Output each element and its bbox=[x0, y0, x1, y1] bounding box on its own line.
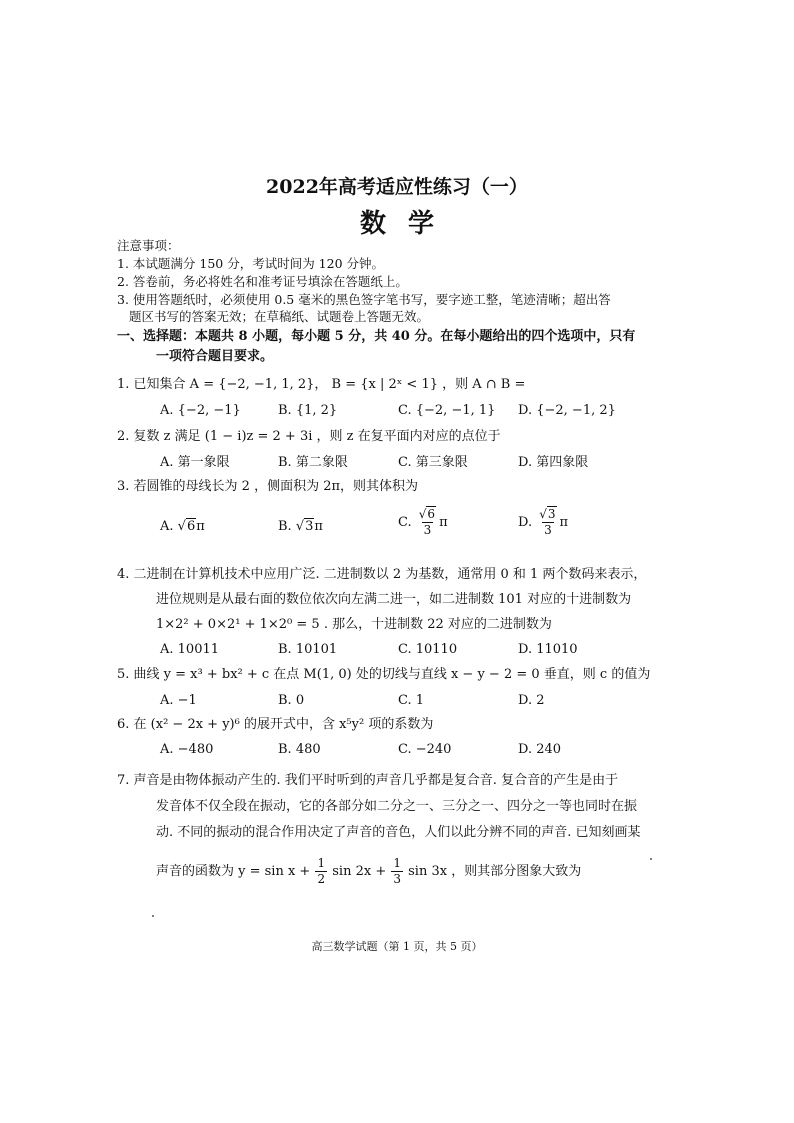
q3-option-b-label: B. bbox=[278, 519, 292, 534]
exam-title: 2022年高考适应性练习（一） bbox=[266, 176, 528, 198]
q7-function-mid: sin 2x + bbox=[332, 864, 387, 879]
q3-option-d-denominator: 3 bbox=[544, 523, 552, 537]
q7-line-1: 7. 声音是由物体振动产生的. 我们平时听到的声音几乎都是复合音. 复合音的产生是由于 bbox=[117, 773, 619, 788]
q3-option-d bbox=[518, 507, 568, 538]
q3-option-d-fraction: $\frac{√3}{3}$ bbox=[539, 507, 556, 537]
q5-option-a: A. −1 bbox=[160, 693, 197, 708]
q5-option-d: D. 2 bbox=[518, 693, 545, 708]
q7-fraction-half-num: 1 bbox=[317, 856, 326, 870]
q3-option-a-pi: π bbox=[196, 519, 205, 534]
q3-option-c-label: C. bbox=[398, 515, 412, 530]
q3-option-a: A. √6π bbox=[160, 519, 205, 534]
subject-title: 数学 bbox=[359, 209, 456, 239]
q3-option-c-pi: π bbox=[439, 515, 448, 530]
q7-function-prefix: 声音的函数为 y = sin x + bbox=[156, 864, 311, 879]
q4-line-1: 4. 二进制在计算机技术中应用广泛. 二进制数以 2 为基数，通常用 0 和 1 两个数码来表示， bbox=[117, 567, 647, 582]
q7-fraction-third bbox=[391, 856, 403, 887]
q1-stem: 1. 已知集合 A = {−2, −1, 1, 2}， B = {x | 2ˣ < 1} ，则 A ∩ B = bbox=[117, 377, 526, 392]
q3-option-b: B. √3π bbox=[278, 519, 323, 534]
q4-option-b: B. 10101 bbox=[278, 642, 338, 657]
q2-option-d: D. 第四象限 bbox=[518, 455, 589, 470]
q3-option-c-fraction: $\frac{√6}{3}$ bbox=[418, 507, 436, 537]
q7-line-4 bbox=[156, 856, 581, 887]
q1-option-c: C. {−2, −1, 1} bbox=[398, 403, 496, 418]
q1-option-b: B. {1, 2} bbox=[278, 403, 338, 418]
q3-option-b-radicand: 3 bbox=[305, 519, 314, 534]
q3-option-b-pi: π bbox=[314, 519, 323, 534]
notice-item-1: 1. 本试题满分 150 分，考试时间为 120 分钟。 bbox=[117, 256, 385, 271]
notice-item-3: 3. 使用答题纸时，必须使用 0.5 毫米的黑色签字笔书写，要字迹工整，笔迹清晰；超出答 bbox=[117, 292, 611, 307]
q6-option-b: B. 480 bbox=[278, 742, 321, 757]
q4-option-c: C. 10110 bbox=[398, 642, 458, 657]
notice-item-3-cont: 题区书写的答案无效；在草稿纸、试题卷上答题无效。 bbox=[129, 309, 430, 324]
q1-option-d: D. {−2, −1, 2} bbox=[518, 403, 616, 418]
q3-option-c-denominator: 3 bbox=[423, 523, 432, 537]
q2-option-b: B. 第二象限 bbox=[278, 455, 348, 470]
q7-function-suffix: sin 3x ，则其部分图象大致为 bbox=[408, 864, 582, 879]
q4-line-3: 1×2² + 0×2¹ + 1×2⁰ = 5 . 那么，十进制数 22 对应的二进制数为 bbox=[156, 617, 552, 632]
q7-fraction-half-den: 2 bbox=[317, 872, 326, 886]
q3-option-d-pi: π bbox=[559, 515, 569, 530]
q3-option-a-label: A. bbox=[160, 519, 174, 534]
page-footer: 高三数学试题（第 1 页，共 5 页） bbox=[311, 940, 483, 953]
q3-option-d-label: D. bbox=[518, 515, 533, 530]
q6-option-a: A. −480 bbox=[160, 742, 214, 757]
q6-option-d: D. 240 bbox=[518, 742, 562, 757]
q3-stem: 3. 若圆锥的母线长为 2 ，侧面积为 2π，则其体积为 bbox=[117, 479, 419, 494]
q7-line-2: 发音体不仅全段在振动，它的各部分如二分之一、三分之一、四分之一等也同时在振 bbox=[156, 799, 638, 814]
q4-option-d: D. 11010 bbox=[518, 642, 578, 657]
notice-heading: 注意事项： bbox=[117, 238, 180, 253]
q6-stem: 6. 在 (x² − 2x + y)⁶ 的展开式中，含 x⁵y² 项的系数为 bbox=[117, 717, 434, 732]
q2-stem: 2. 复数 z 满足 (1 − i)z = 2 + 3i ，则 z 在复平面内对应的点位于 bbox=[117, 429, 501, 444]
q6-option-c: C. −240 bbox=[398, 742, 452, 757]
q3-option-c-radicand: 6 bbox=[427, 507, 436, 521]
section-heading: 一、选择题：本题共 8 小题，每小题 5 分，共 40 分。在每小题给出的四个选项中，只有 bbox=[117, 329, 636, 344]
q3-option-c bbox=[398, 507, 448, 538]
q1-option-a: A. {−2, −1} bbox=[160, 403, 241, 418]
q7-fraction-half bbox=[315, 856, 327, 887]
q2-option-c: C. 第三象限 bbox=[398, 455, 468, 470]
q7-fraction-third-num: 1 bbox=[393, 856, 401, 870]
q2-option-a: A. 第一象限 bbox=[160, 455, 230, 470]
q4-option-a: A. 10011 bbox=[160, 642, 220, 657]
notice-item-2: 2. 答卷前，务必将姓名和准考证号填涂在答题纸上。 bbox=[117, 274, 408, 289]
scan-speck bbox=[152, 915, 154, 917]
section-heading-cont: 一项符合题目要求。 bbox=[156, 349, 274, 364]
q3-option-a-radicand: 6 bbox=[186, 519, 196, 534]
q5-stem: 5. 曲线 y = x³ + bx² + c 在点 M(1, 0) 处的切线与直线 x − y − 2 = 0 垂直，则 c 的值为 bbox=[117, 667, 651, 682]
q3-option-d-radicand: 3 bbox=[547, 507, 556, 521]
q7-fraction-third-den: 3 bbox=[393, 872, 401, 886]
q5-option-b: B. 0 bbox=[278, 693, 305, 708]
q5-option-c: C. 1 bbox=[398, 693, 425, 708]
q4-line-2: 进位规则是从最右面的数位依次向左满二进一，如二进制数 101 对应的十进制数为 bbox=[156, 592, 632, 607]
q7-line-3: 动. 不同的振动的混合作用决定了声音的音色，人们以此分辨不同的声音. 已知刻画某 bbox=[156, 825, 641, 840]
scan-speck bbox=[650, 858, 652, 860]
